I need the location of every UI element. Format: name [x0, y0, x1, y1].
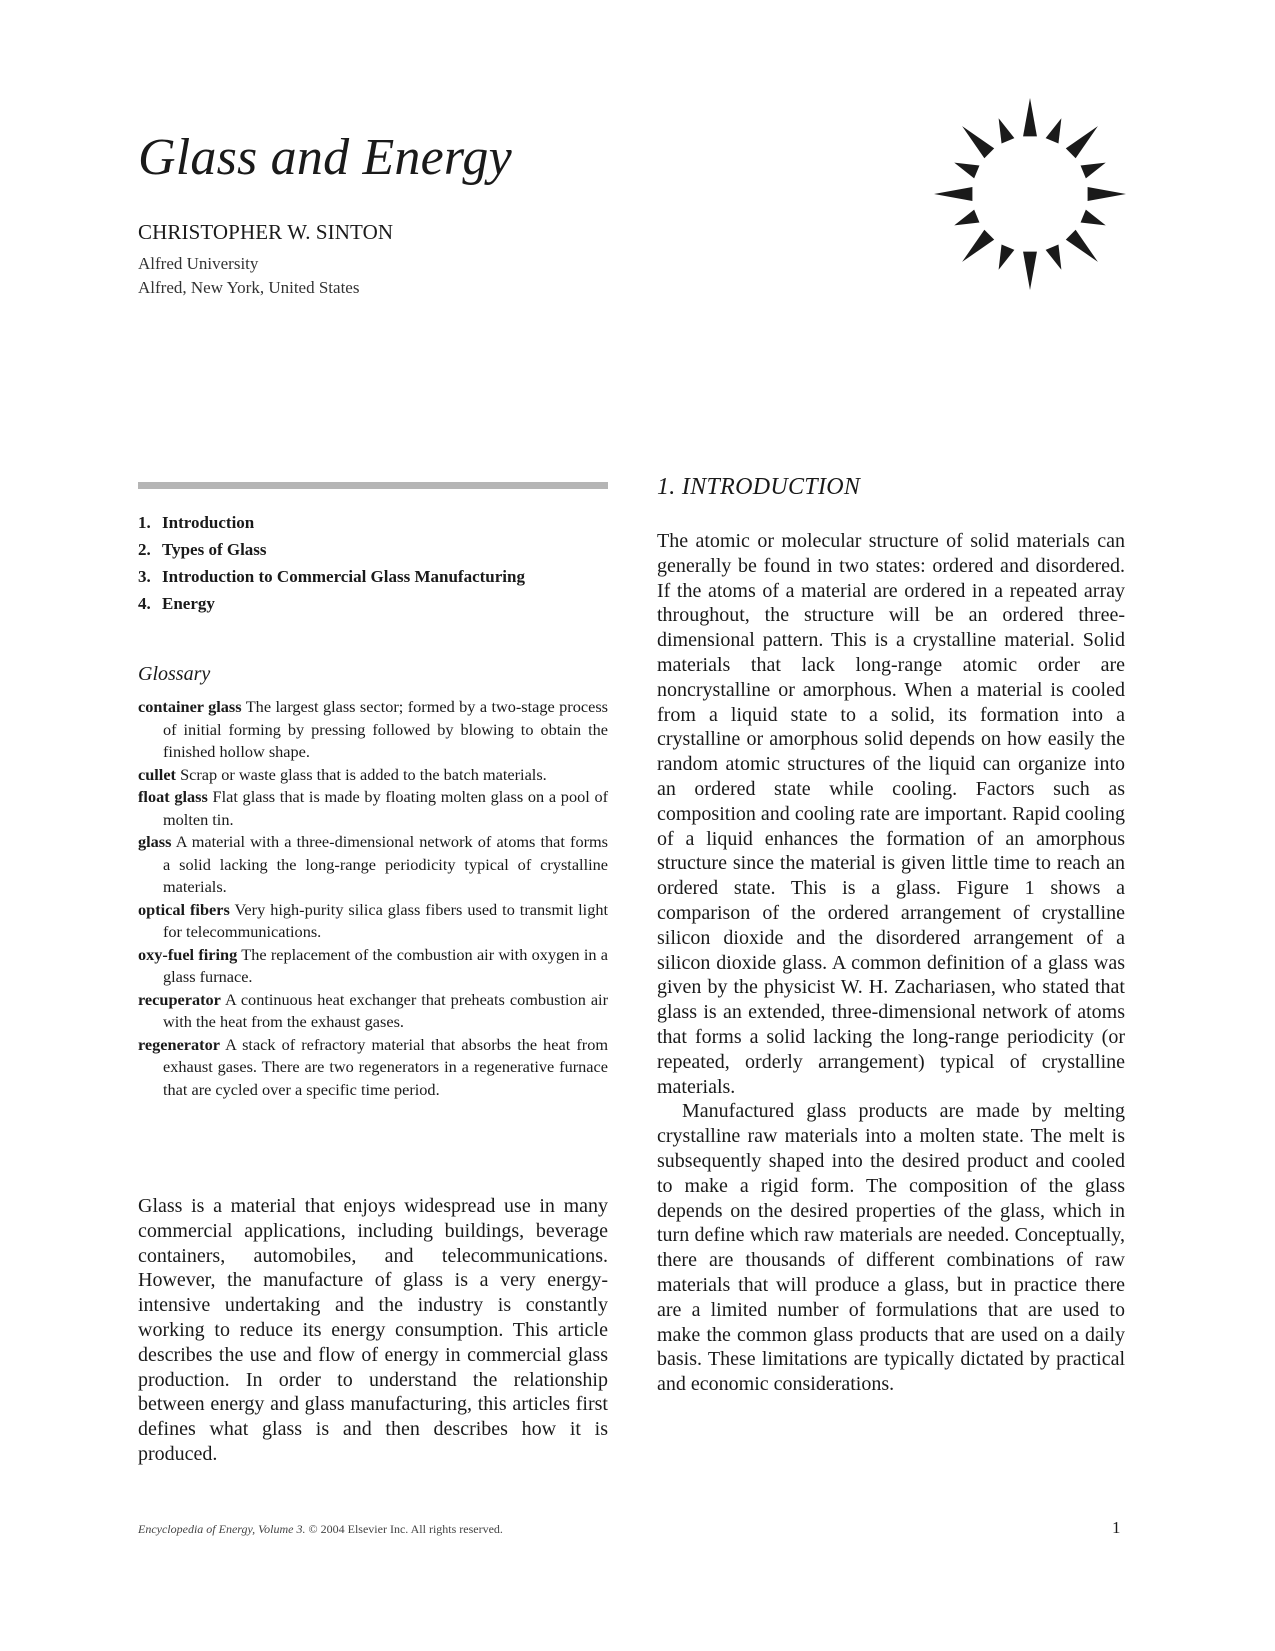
- article-title: Glass and Energy: [138, 129, 512, 186]
- page-footer: [138, 1522, 503, 1537]
- toc-item-label: Introduction: [162, 513, 255, 532]
- article-abstract: Glass is a material that enjoys widespread use in many commercial applications, including buildings, beverage containers, automobiles, and telecommunications. However, the manufacture of glass is a very energy-intensive undertaking and the industry is constantly working to reduce its energy consumption. This article describes the use and flow of energy in commercial glass production. In order to understand the relationship between energy and glass manufacturing, this articles first defines what glass is and then describes how it is produced.: [138, 1195, 608, 1465]
- affiliation-location: Alfred, New York, United States: [138, 278, 360, 297]
- author-name: CHRISTOPHER W. SINTON: [138, 220, 394, 244]
- sunburst-ray: [962, 126, 994, 158]
- glossary-definition: Flat glass that is made by floating molten glass on a pool of molten tin.: [163, 787, 609, 829]
- table-of-contents: [138, 509, 608, 617]
- glossary-entry: [138, 1034, 608, 1102]
- glossary-definition: Very high-purity silica glass fibers used to transmit light for telecommunications.: [163, 899, 608, 941]
- sunburst-ray: [1023, 252, 1037, 290]
- glossary-entry: [138, 764, 608, 787]
- glossary-term: optical fibers: [138, 899, 230, 919]
- toc-item-label: Energy: [162, 594, 215, 613]
- toc-item-label: Introduction to Commercial Glass Manufacturing: [162, 567, 525, 586]
- glossary-term: float glass: [138, 787, 208, 806]
- toc-item[interactable]: 3. Introduction to Commercial Glass Manufacturing: [138, 567, 525, 586]
- toc-item-label: Types of Glass: [162, 540, 267, 559]
- glossary-definition: A material with a three-dimensional network of atoms that forms a solid lacking the long-range periodicity typical of crystalline materials.: [163, 832, 609, 896]
- sunburst-ray: [999, 118, 1015, 143]
- glossary-list: [138, 696, 608, 1101]
- sunburst-ray: [1088, 187, 1126, 201]
- body-paragraph: Manufactured glass products are made by melting crystalline raw materials into a molten state. The melt is subsequently shaped into the desired product and cooled to make a rigid form. The composition of the glass depends on the desired properties of the glass, which in turn define which raw materials are needed. Conceptually, there are thousands of different combinations of raw materials that will produce a glass, but in practice there are a limited number of formulations that are used to make the common glass products that are used on a daily basis. These limitations are typically dictated by practical and economic considerations.: [657, 1100, 1125, 1396]
- glossary-term: container glass: [138, 697, 242, 716]
- glossary-entry: [138, 786, 608, 831]
- sunburst-ray: [954, 210, 979, 226]
- section-heading: 1. INTRODUCTION: [657, 474, 861, 500]
- glossary-entry: [138, 899, 608, 944]
- sunburst-ray: [1066, 126, 1098, 158]
- section-divider: [138, 482, 608, 489]
- sunburst-ray: [1081, 163, 1106, 179]
- footer-source: Encyclopedia of Energy, Volume 3.: [138, 1522, 306, 1536]
- glossary-entry: [138, 696, 608, 764]
- glossary-definition: A continuous heat exchanger that preheats combustion air with the heat from the exhaust gases.: [163, 989, 608, 1031]
- sunburst-ray: [962, 230, 994, 262]
- toc-item[interactable]: 4. Energy: [138, 594, 215, 613]
- author-affiliation: [138, 252, 359, 300]
- glossary-heading: Glossary: [138, 663, 211, 685]
- sunburst-ray: [1023, 98, 1037, 136]
- sunburst-ray: [1066, 230, 1098, 262]
- glossary-term: cullet: [138, 764, 176, 784]
- body-paragraph: The atomic or molecular structure of solid materials can generally be found in two states: ordered and disordered. If the atoms of a material are ordered in a repeated array throughout, the structure will be an ordered three-dimensional pattern. This is a crystalline material. Solid materials that lack long-range atomic order are noncrystalline or amorphous. When a material is cooled from a liquid state to a solid, its formation into a crystalline or amorphous solid depends on how easily the random atomic structures of the liquid can organize into an ordered state while cooling. Factors such as composition and cooling rate are important. Rapid cooling of a liquid enhances the formation of an amorphous structure since the material is given little time to reach an ordered state. This is a glass. Figure 1 shows a comparison of the ordered arrangement of crystalline silicon dioxide and the disordered arrangement of a silicon dioxide glass. A common definition of a glass was given by the physicist W. H. Zachariasen, who stated that glass is an extended, three-dimensional network of atoms that forms a solid lacking the long-range periodicity (or repeated, orderly arrangement) typical of crystalline materials.: [657, 530, 1125, 1098]
- sunburst-ray: [1046, 118, 1062, 143]
- affiliation-institution: Alfred University: [138, 254, 259, 273]
- glossary-definition: Scrap or waste glass that is added to the batch materials.: [180, 764, 547, 784]
- page-number: 1: [1112, 1518, 1121, 1537]
- glossary-entry: [138, 831, 608, 899]
- footer-copyright: © 2004 Elsevier Inc. All rights reserved.: [308, 1522, 503, 1536]
- glossary-entry: [138, 944, 608, 989]
- sunburst-icon: [930, 94, 1130, 294]
- glossary-definition: A stack of refractory material that absorbs the heat from exhaust gases. There are two regenerators in a regenerative furnace that are cycled over a specific time period.: [163, 1034, 609, 1099]
- left-column: [138, 482, 608, 1101]
- toc-item[interactable]: 1. Introduction: [138, 513, 255, 532]
- glossary-term: oxy-fuel firing: [138, 944, 238, 964]
- sunburst-ray: [999, 245, 1015, 270]
- sunburst-ray: [934, 187, 972, 201]
- glossary-entry: [138, 989, 608, 1034]
- glossary-definition: The replacement of the combustion air with oxygen in a glass furnace.: [163, 944, 609, 986]
- sunburst-ray: [1046, 245, 1062, 270]
- glossary-term: glass: [138, 832, 172, 851]
- glossary-definition: The largest glass sector; formed by a two-stage process of initial forming by pressing followed by blowing to obtain the finished hollow shape.: [163, 697, 608, 761]
- glossary-term: regenerator: [138, 1034, 220, 1054]
- sunburst-ray: [954, 163, 979, 179]
- sunburst-ray: [1081, 210, 1106, 226]
- right-column: [657, 474, 1125, 1397]
- glossary-term: recuperator: [138, 989, 221, 1009]
- section-body: [657, 529, 1125, 1397]
- toc-item[interactable]: 2. Types of Glass: [138, 540, 267, 559]
